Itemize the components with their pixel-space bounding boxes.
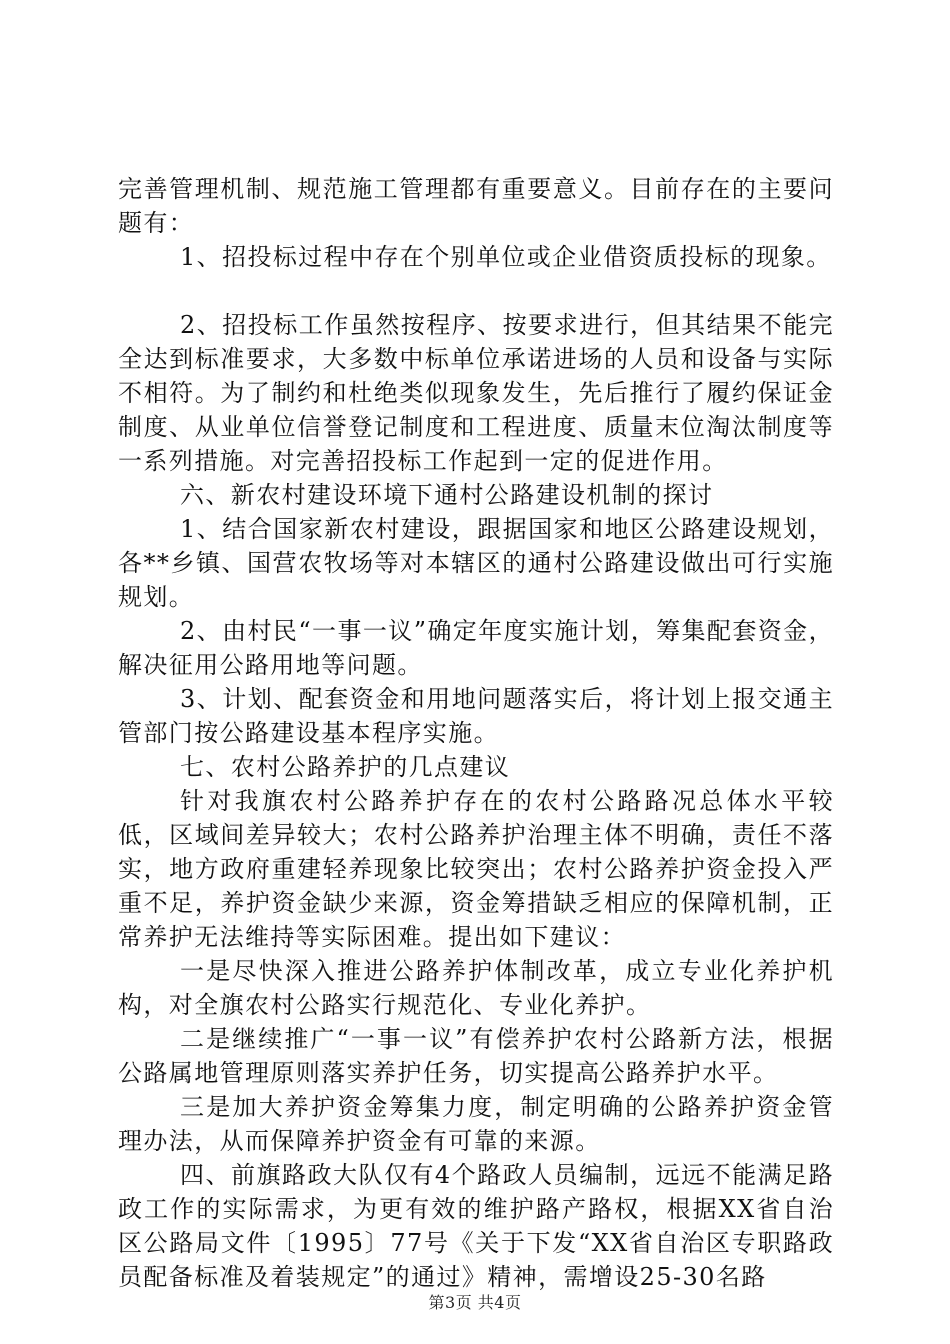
paragraph-mechanism-2: 2、由村民“一事一议”确定年度实施计划，筹集配套资金，解决征用公路用地等问题。: [118, 617, 834, 679]
paragraph-maintenance-intro: 针对我旗农村公路养护存在的农村公路路况总体水平较低，区域间差异较大；农村公路养护治理主体不明确，责任不落实，地方政府重建轻养现象比较突出；农村公路养护资金投入严重不足，养护资金缺少来源，资金筹措缺乏相应的保障机制，正常养护无法维持等实际困难。提出如下建议：: [118, 787, 834, 951]
section-heading-6: 六、新农村建设环境下通村公路建设机制的探讨: [180, 481, 714, 509]
document-body: [118, 172, 834, 1294]
paragraph-suggestion-2: 二是继续推广“一事一议”有偿养护农村公路新方法，根据公路属地管理原则落实养护任务，切实提高公路养护水平。: [118, 1025, 834, 1087]
paragraph-suggestion-3: 三是加大养护资金筹集力度，制定明确的公路养护资金管理办法，从而保障养护资金有可靠的来源。: [118, 1093, 834, 1155]
paragraph-suggestion-1: 一是尽快深入推进公路养护体制改革，成立专业化养护机构，对全旗农村公路实行规范化、专业化养护。: [118, 957, 834, 1019]
paragraph-mechanism-3: 3、计划、配套资金和用地问题落实后，将计划上报交通主管部门按公路建设基本程序实施。: [118, 685, 834, 747]
paragraph-issue-2: 2、招投标工作虽然按程序、按要求进行，但其结果不能完全达到标准要求，大多数中标单位承诺进场的人员和设备与实际不相符。为了制约和杜绝类似现象发生，先后推行了履约保证金制度、从业单位信誉登记制度和工程进度、质量末位淘汰制度等一系列措施。对完善招投标工作起到一定的促进作用。: [118, 311, 834, 475]
paragraph-issue-1: 1、招投标过程中存在个别单位或企业借资质投标的现象。: [180, 243, 832, 271]
section-heading-7: 七、农村公路养护的几点建议: [180, 753, 511, 781]
page-number-footer: 第3页 共4页: [428, 1293, 522, 1312]
paragraph-suggestion-4: 四、前旗路政大队仅有4个路政人员编制，远远不能满足路政工作的实际需求，为更有效的维护路产路权，根据XX省自治区公路局文件〔1995〕77号《关于下发“XX省自治区专职路政员配备标准及着装规定”的通过》精神，需增设25-30名路: [118, 1161, 834, 1291]
paragraph-mechanism-1: 1、结合国家新农村建设，跟据国家和地区公路建设规划，各**乡镇、国营农牧场等对本辖区的通村公路建设做出可行实施规划。: [118, 515, 834, 611]
paragraph-continuation: 完善管理机制、规范施工管理都有重要意义。目前存在的主要问题有：: [118, 175, 834, 237]
